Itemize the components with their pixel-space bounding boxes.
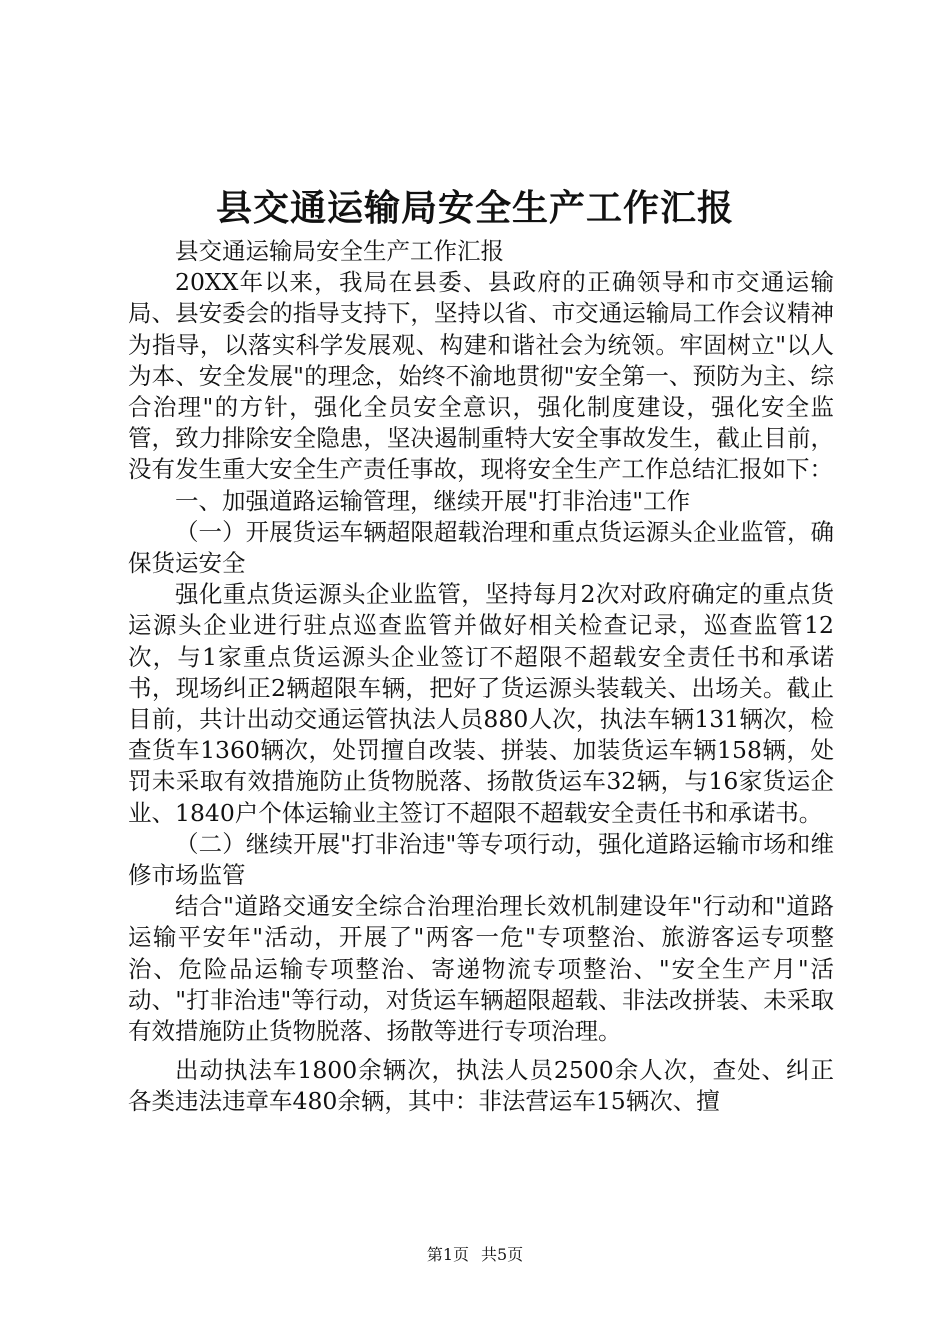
page-number: 第1页 xyxy=(426,1245,469,1264)
paragraph-intro: 20XX年以来，我局在县委、县政府的正确领导和市交通运输局、县安委会的指导支持下，坚持以省、市交通运输局工作会议精神为指导，以落实科学发展观、构建和谐社会为统领。牢固树立"以人为本、安全发展"的理念，始终不渝地贯彻"安全第一、预防为主、综合治理"的方针，强化全员安全意识，强化制度建设，强化安全监管，致力排除安全隐患，坚决遏制重特大安全事故发生，截止目前，没有发生重大安全生产责任事故，现将安全生产工作总结汇报如下： xyxy=(128,268,834,484)
paragraph-enforcement: 出动执法车1800余辆次，执法人员2500余人次，查处、纠正各类违法违章车480余辆，其中：非法营运车15辆次、擅 xyxy=(128,1056,834,1116)
page-footer xyxy=(0,1244,950,1266)
page-title: 县交通运输局安全生产工作汇报 xyxy=(215,187,734,229)
paragraph-special-actions: 结合"道路交通安全综合治理治理长效机制建设年"行动和"道路运输平安年"活动，开展了"两客一危"专项整治、旅游客运专项整治、危险品运输专项整治、寄递物流专项整治、"安全生产月"活动、"打非治违"等行动，对货运车辆超限超载、非法改拼装、未采取有效措施防止货物脱落、扬散等进行专项治理。 xyxy=(128,892,834,1046)
document-body xyxy=(128,236,834,1118)
paragraph-subtitle: 县交通运输局安全生产工作汇报 xyxy=(175,237,504,265)
subsection-heading-1: （一）开展货运车辆超限超载治理和重点货运源头企业监管，确保货运安全 xyxy=(128,517,834,578)
subsection-heading-2: （二）继续开展"打非治违"等专项行动，强化道路运输市场和维修市场监管 xyxy=(128,829,834,890)
page-total: 共5页 xyxy=(481,1245,524,1264)
section-heading-1: 一、加强道路运输管理，继续开展"打非治违"工作 xyxy=(175,486,691,515)
paragraph-freight: 强化重点货运源头企业监管，坚持每月2次对政府确定的重点货运源头企业进行驻点巡查监管并做好相关检查记录，巡查监管12次，与1家重点货运源头企业签订不超限不超载安全责任书和承诺书，现场纠正2辆超限车辆，把好了货运源头装载关、出场关。截止目前，共计出动交通运管执法人员880人次，执法车辆131辆次，检查货车1360辆次，处罚擅自改装、拼装、加装货运车辆158辆，处罚未采取有效措施防止货物脱落、扬散货运车32辆，与16家货运企业、1840户个体运输业主签订不超限不超载安全责任书和承诺书。 xyxy=(128,580,834,827)
